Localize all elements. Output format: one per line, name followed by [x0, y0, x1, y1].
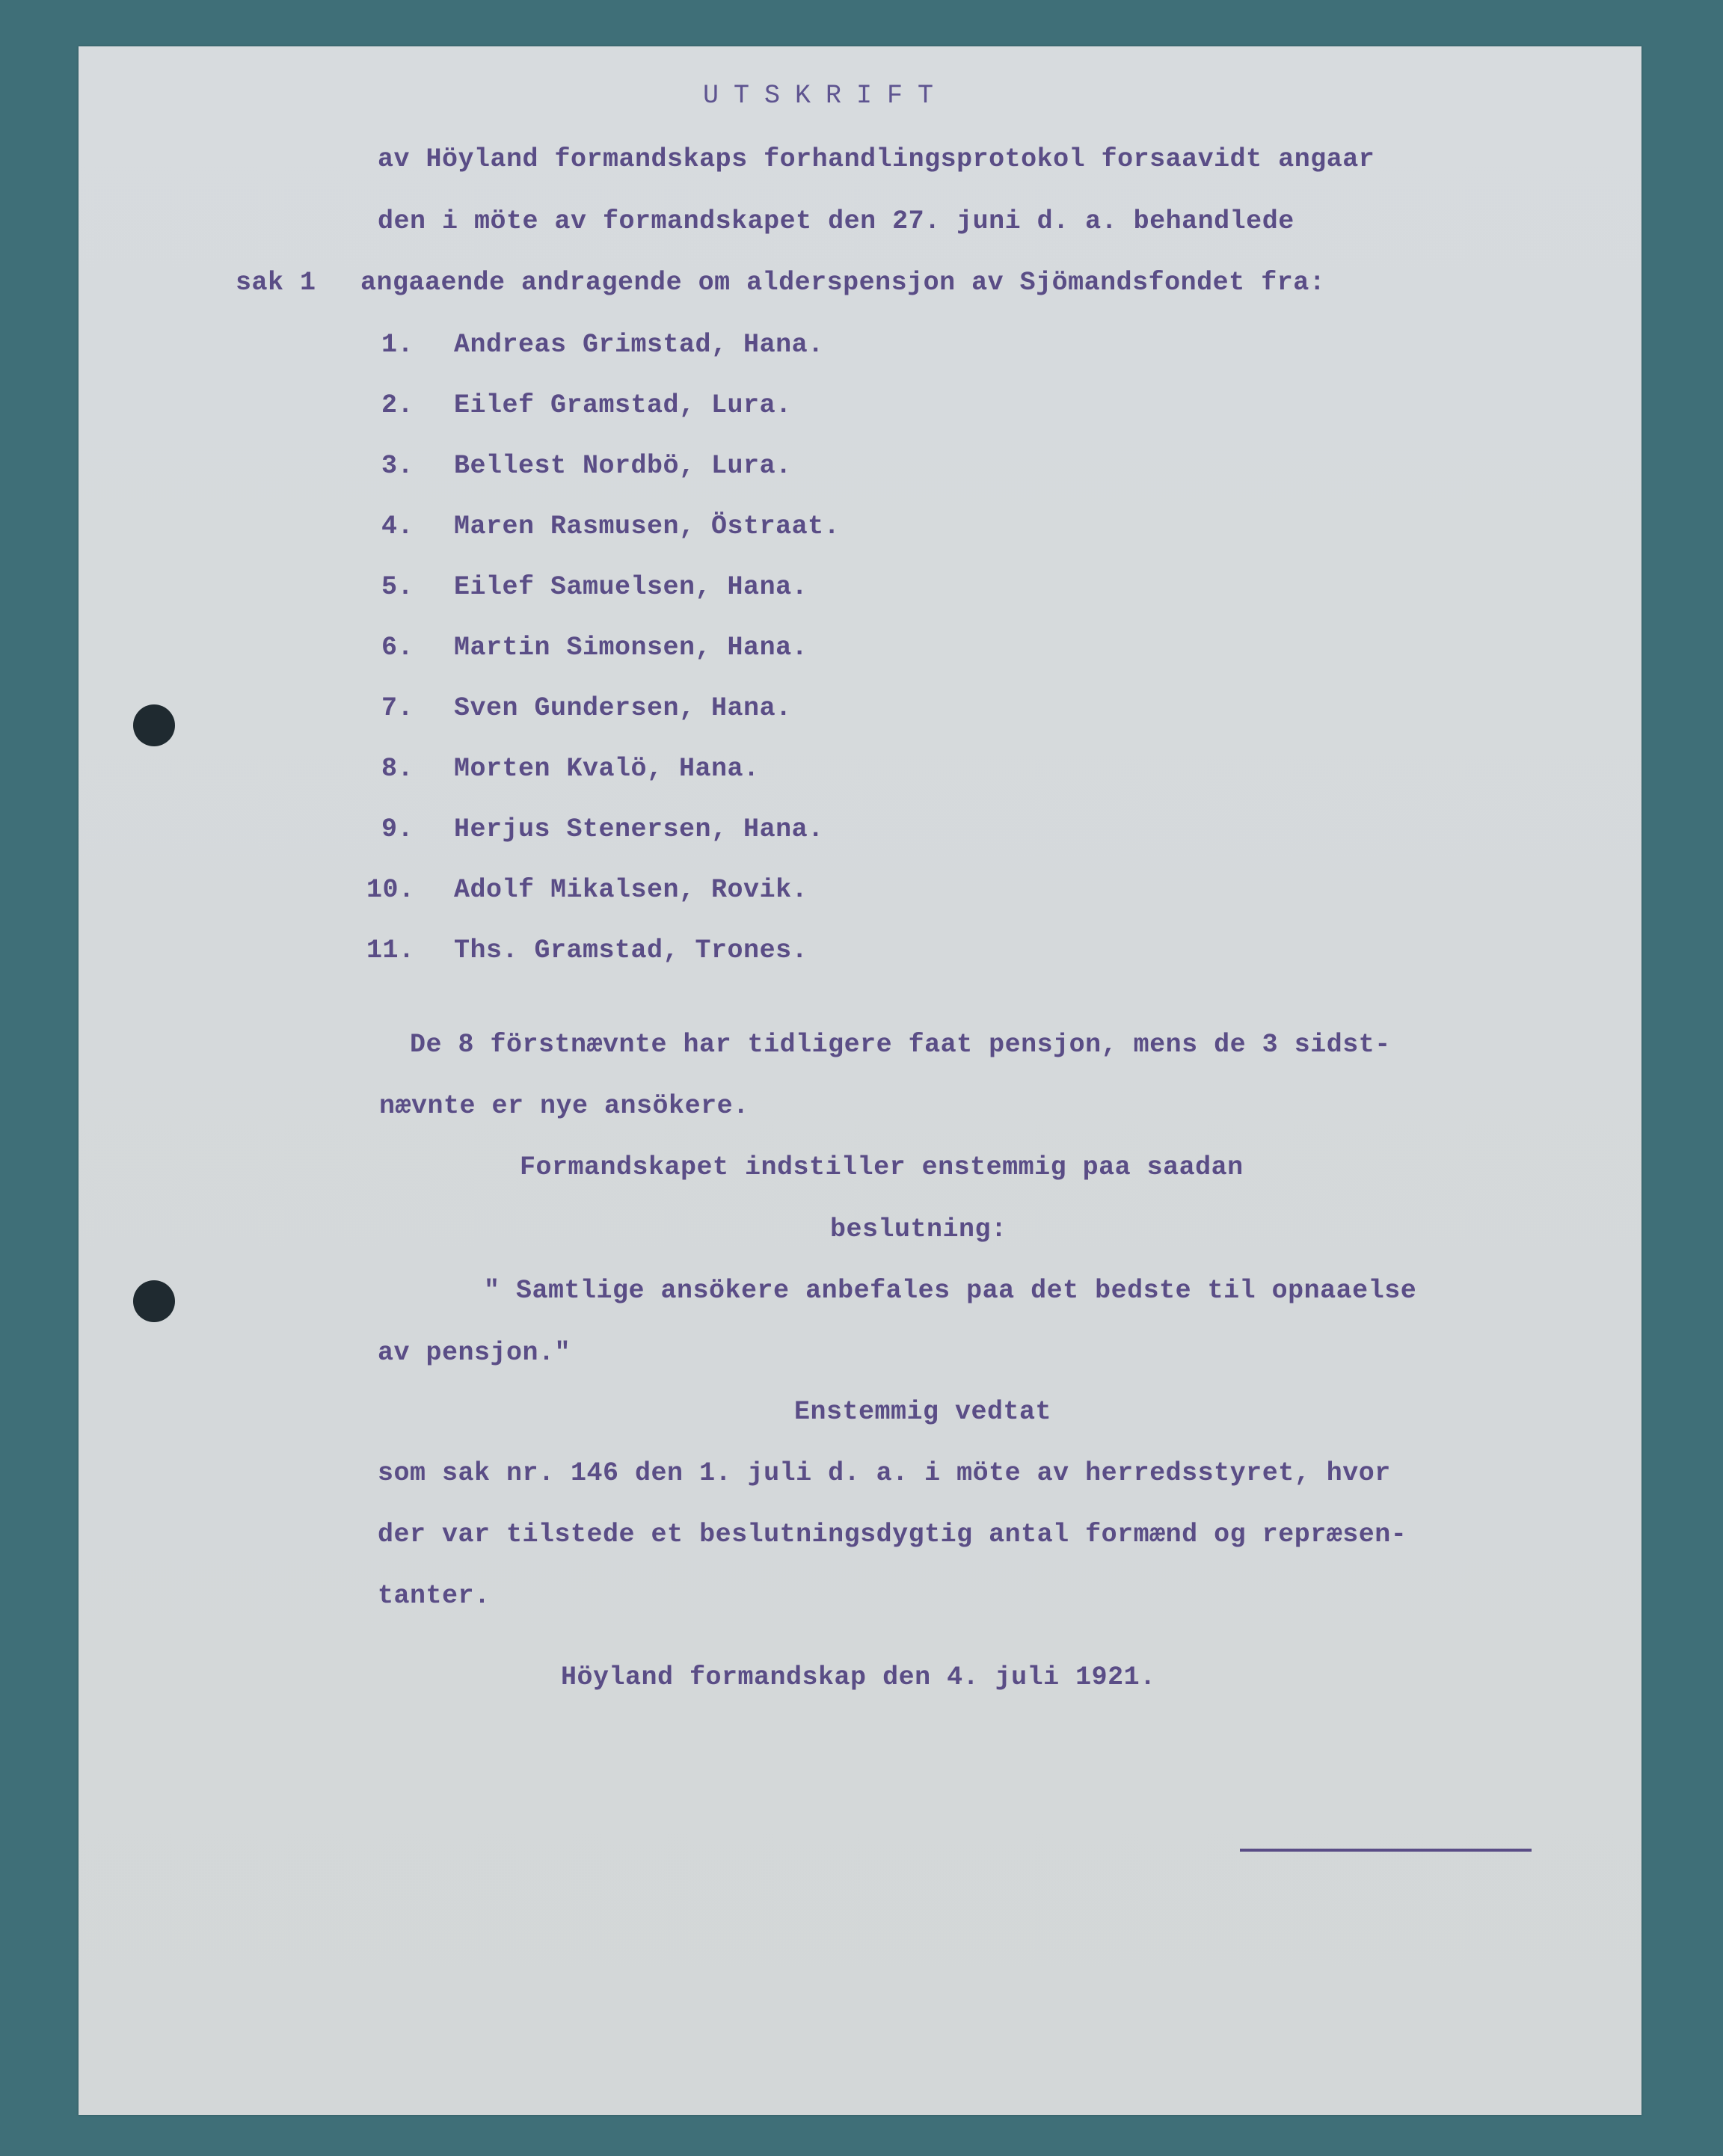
quote-line-1: " Samtlige ansökere anbefales paa det bedste til opnaaelse	[484, 1276, 1417, 1306]
list-item: Adolf Mikalsen, Rovik.	[454, 875, 808, 905]
list-item-number: 10.	[366, 875, 415, 905]
list-item: Eilef Samuelsen, Hana.	[454, 572, 808, 602]
list-item-number: 7.	[381, 693, 414, 723]
quote-line-2: av pensjon."	[378, 1338, 571, 1368]
note-line-2: nævnte er nye ansökere.	[379, 1091, 749, 1121]
closing-line: Höyland formandskap den 4. juli 1921.	[561, 1662, 1156, 1692]
list-item: Ths. Gramstad, Trones.	[454, 936, 808, 965]
list-item: Andreas Grimstad, Hana.	[454, 330, 824, 360]
list-item: Morten Kvalö, Hana.	[454, 754, 760, 784]
recommendation-line-1: Formandskapet indstiller enstemmig paa saadan	[520, 1152, 1244, 1182]
list-item-number: 1.	[381, 330, 414, 360]
signature-line	[1240, 1849, 1532, 1852]
list-item: Bellest Nordbö, Lura.	[454, 451, 792, 481]
list-item: Eilef Gramstad, Lura.	[454, 390, 792, 420]
intro-line-2: den i möte av formandskapet den 27. juni d. a. behandlede	[378, 206, 1294, 236]
list-item-number: 11.	[366, 936, 415, 965]
case-text: angaaende andragende om alderspensjon av Sjömandsfondet fra:	[360, 268, 1326, 298]
council-line-3: tanter.	[378, 1581, 491, 1611]
list-item: Martin Simonsen, Hana.	[454, 633, 808, 663]
list-item-number: 8.	[381, 754, 414, 784]
note-line-1: De 8 förstnævnte har tidligere faat pensjon, mens de 3 sidst-	[410, 1030, 1391, 1060]
list-item: Sven Gundersen, Hana.	[454, 693, 792, 723]
list-item-number: 4.	[381, 512, 414, 541]
list-item-number: 6.	[381, 633, 414, 663]
list-item: Maren Rasmusen, Östraat.	[454, 512, 841, 541]
adopted-heading: Enstemmig vedtat	[794, 1397, 1052, 1427]
document-title: UTSKRIFT	[703, 81, 949, 111]
list-item-number: 9.	[381, 814, 414, 844]
list-item-number: 3.	[381, 451, 414, 481]
punch-hole-top	[133, 704, 175, 746]
punch-hole-bottom	[133, 1280, 175, 1322]
council-line-2: der var tilstede et beslutningsdygtig antal formænd og repræsen-	[378, 1520, 1407, 1550]
list-item-number: 2.	[381, 390, 414, 420]
intro-line-1: av Höyland formandskaps forhandlingsprotokol forsaavidt angaar	[378, 144, 1375, 174]
council-line-1: som sak nr. 146 den 1. juli d. a. i möte av herredsstyret, hvor	[378, 1458, 1391, 1488]
case-label: sak 1	[236, 268, 316, 298]
list-item: Herjus Stenersen, Hana.	[454, 814, 824, 844]
recommendation-line-2: beslutning:	[830, 1214, 1007, 1244]
list-item-number: 5.	[381, 572, 414, 602]
document-page	[79, 46, 1641, 2115]
